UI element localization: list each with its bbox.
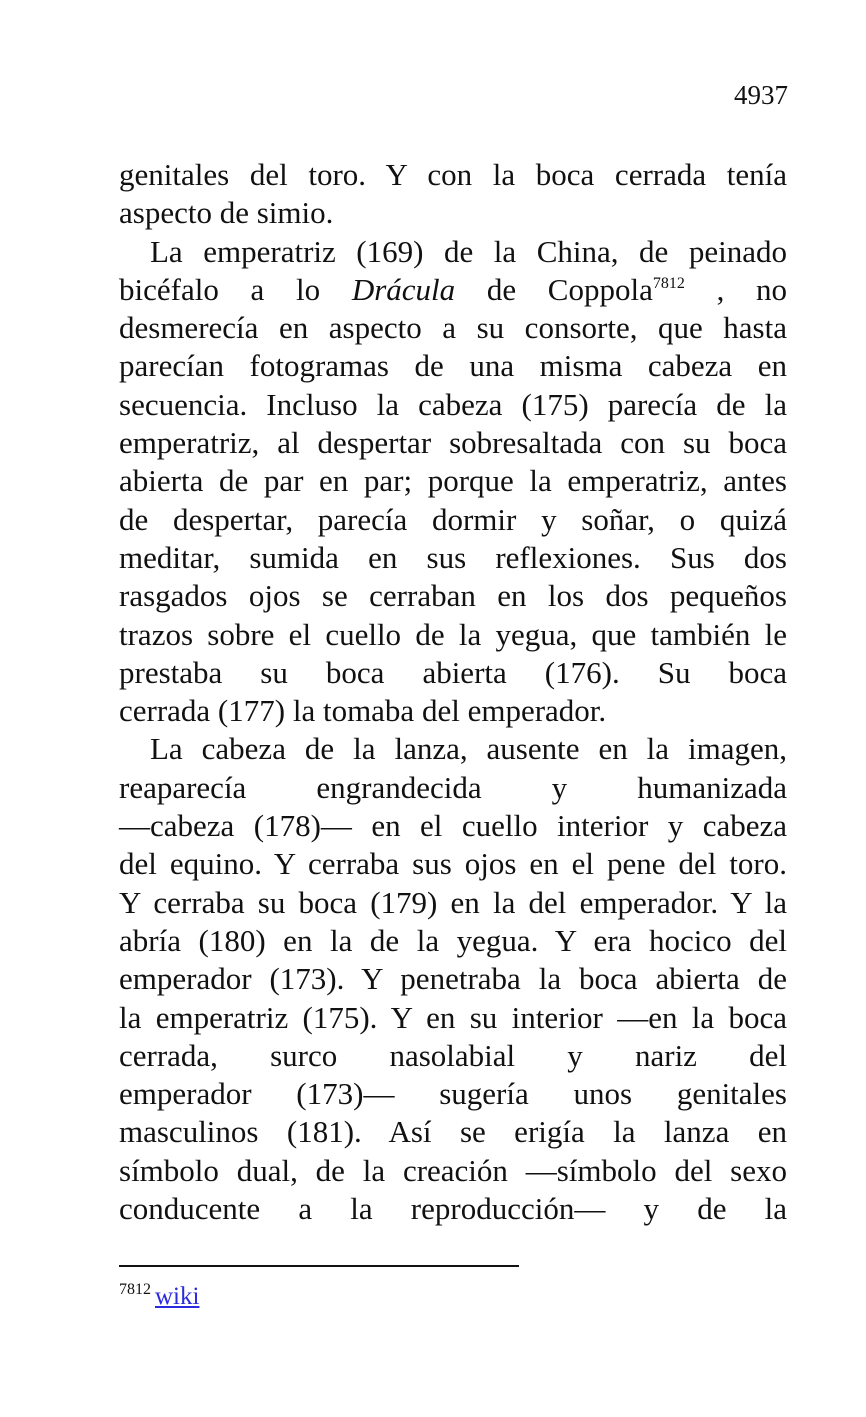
text-line: —cabeza (178)— en el cuello interior y cabeza [119, 808, 787, 844]
text-line: abierta de par en par; porque la emperatriz, antes [119, 463, 787, 499]
text-line: cerrada (177) la tomaba del emperador. [119, 693, 607, 729]
text-line: prestaba su boca abierta (176). Su boca [119, 654, 787, 690]
paragraph-start-line: La emperatriz (169) de la China, de peinado [150, 233, 787, 269]
text-line: cerrada, surco nasolabial y nariz del [119, 1037, 787, 1073]
footnote-reference[interactable]: 7812 [652, 274, 685, 292]
text-line: del equino. Y cerraba sus ojos en el pene del toro. [119, 846, 787, 882]
text-line: genitales del toro. Y con la boca cerrada tenía [119, 157, 787, 192]
text-line: reaparecía engrandecida y humanizada [119, 769, 787, 805]
text-line: meditar, sumida en sus reflexiones. Sus dos [119, 539, 787, 575]
text-line: emperador (173)— sugería unos genitales [119, 1076, 787, 1112]
text-line: trazos sobre el cuello de la yegua, que también le [119, 616, 787, 652]
text-line: símbolo dual, de la creación —símbolo del sexo [119, 1152, 787, 1188]
footnote-number: 7812 [119, 1281, 151, 1298]
footnote [119, 1282, 199, 1315]
text-line: emperador (173). Y penetraba la boca abierta de [119, 961, 787, 997]
text-line: conducente a la reproducción— y de la [119, 1191, 787, 1227]
text-line: desmerecía en aspecto a su consorte, que hasta [119, 310, 787, 346]
text-segment: de Coppola [486, 271, 653, 307]
text-line: la emperatriz (175). Y en su interior —en la boca [119, 999, 787, 1035]
text-line: emperatriz, al despertar sobresaltada con su boca [119, 425, 787, 461]
text-line: Y cerraba su boca (179) en la del emperador. Y la [119, 884, 787, 920]
page-number: 4937 [734, 80, 788, 110]
paragraph-start-line: La cabeza de la lanza, ausente en la imagen, [150, 731, 787, 767]
text-line: de despertar, parecía dormir y soñar, o quizá [119, 501, 787, 537]
text-line: secuencia. Incluso la cabeza (175) parecía de la [119, 386, 787, 422]
text-line: aspecto de simio. [119, 195, 334, 231]
text-line-with-footnote-ref [119, 271, 787, 309]
text-segment: bicéfalo a lo [119, 271, 321, 307]
text-line: rasgados ojos se cerraban en los dos pequeños [119, 578, 787, 614]
footnote-wiki-link[interactable]: wiki [155, 1283, 200, 1310]
text-segment: , no [716, 271, 788, 307]
footnote-divider [119, 1265, 519, 1267]
text-line: parecían fotogramas de una misma cabeza en [119, 348, 787, 384]
film-title: Drácula [351, 271, 456, 307]
text-line: abría (180) en la de la yegua. Y era hocico del [119, 922, 787, 958]
body-text [119, 156, 787, 1228]
text-line: masculinos (181). Así se erigía la lanza en [119, 1114, 787, 1150]
